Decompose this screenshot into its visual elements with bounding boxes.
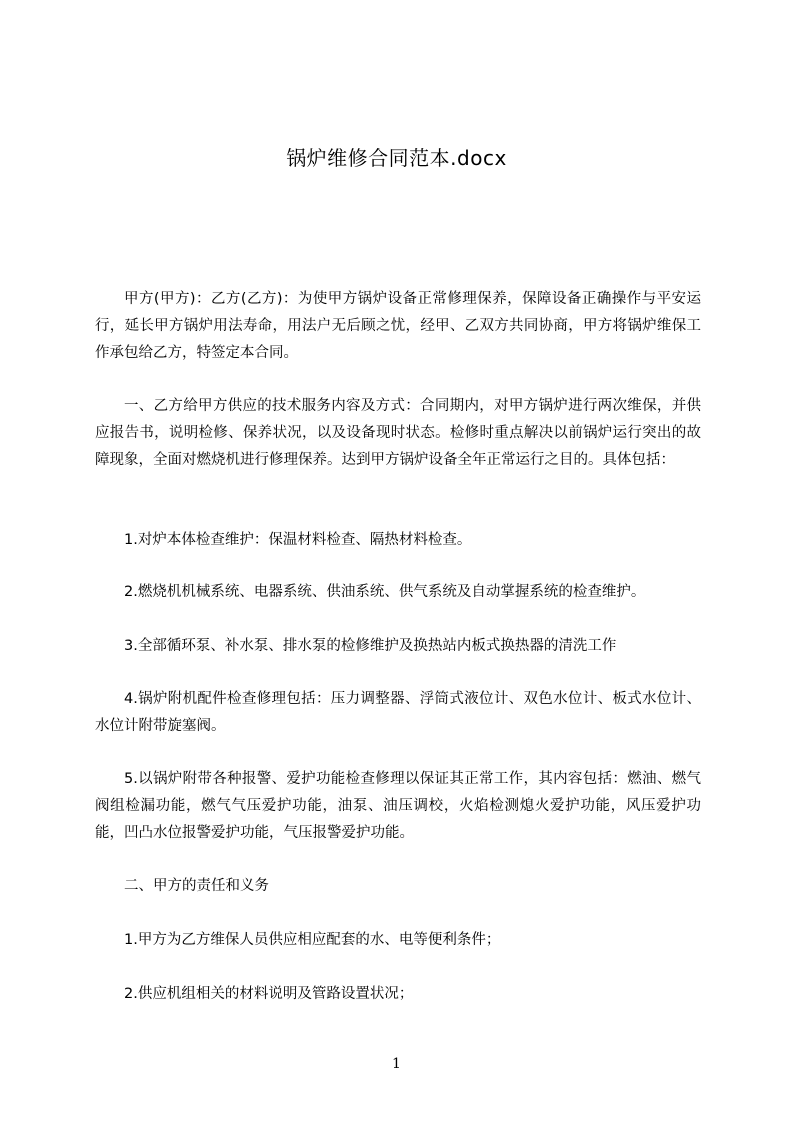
- list-item-party-a-2: [95, 981, 701, 1008]
- document-title: 锅炉维修合同范本.docx: [286, 146, 507, 170]
- paragraph-text: 3.全部循环泵、补水泵、排水泵的检修维护及换热站内板式换热器的清洗工作: [124, 638, 617, 654]
- list-item-4-accessories: [95, 686, 701, 740]
- paragraph-text: 一、乙方给甲方供应的技术服务内容及方式：合同期内，对甲方锅炉进行两次维保，并供应报告书，说明检修、保养状况，以及设备现时状态。检修时重点解决以前锅炉运行突出的故障现象，全面对燃烧机进行修理保养。达到甲方锅炉设备全年正常运行之目的。具体包括：: [95, 398, 701, 468]
- list-item-party-a-1: [95, 927, 701, 954]
- paragraph-text: 5.以锅炉附带各种报警、爱护功能检查修理以保证其正常工作，其内容包括：燃油、燃气阀组检漏功能，燃气气压爱护功能，油泵、油压调校，火焰检测熄火爱护功能，风压爱护功能，凹凸水位报警爱护功能，气压报警爱护功能。: [95, 771, 701, 841]
- paragraph-text: 4.锅炉附机配件检查修理包括：压力调整器、浮筒式液位计、双色水位计、板式水位计、水位计附带旋塞阀。: [95, 691, 701, 734]
- page-number: 1: [392, 1056, 401, 1072]
- paragraph-text: 1.甲方为乙方维保人员供应相应配套的水、电等便利条件；: [124, 932, 501, 948]
- list-item-1-boiler-body: [95, 527, 701, 554]
- list-item-3-pumps: [95, 633, 701, 660]
- paragraph-preamble: [95, 286, 701, 367]
- paragraph-text: 二、甲方的责任和义务: [124, 878, 269, 894]
- list-item-2-burner-systems: [95, 579, 701, 606]
- paragraph-section-1-services: [95, 393, 701, 474]
- paragraph-text: 2.燃烧机机械系统、电器系统、供油系统、供气系统及自动掌握系统的检查维护。: [124, 584, 646, 600]
- paragraph-text: 2.供应机组相关的材料说明及管路设置状况；: [124, 986, 414, 1002]
- section-heading-2: [95, 873, 701, 900]
- paragraph-text: 1.对炉本体检查维护：保温材料检查、隔热材料检查。: [124, 532, 472, 548]
- list-item-5-alarms: [95, 766, 701, 847]
- paragraph-text: 甲方(甲方)：乙方(乙方)：为使甲方锅炉设备正常修理保养，保障设备正确操作与平安运行，延长甲方锅炉用法寿命，用法户无后顾之忧，经甲、乙双方共同协商，甲方将锅炉维保工作承包给乙方，特签定本合同。: [95, 291, 701, 361]
